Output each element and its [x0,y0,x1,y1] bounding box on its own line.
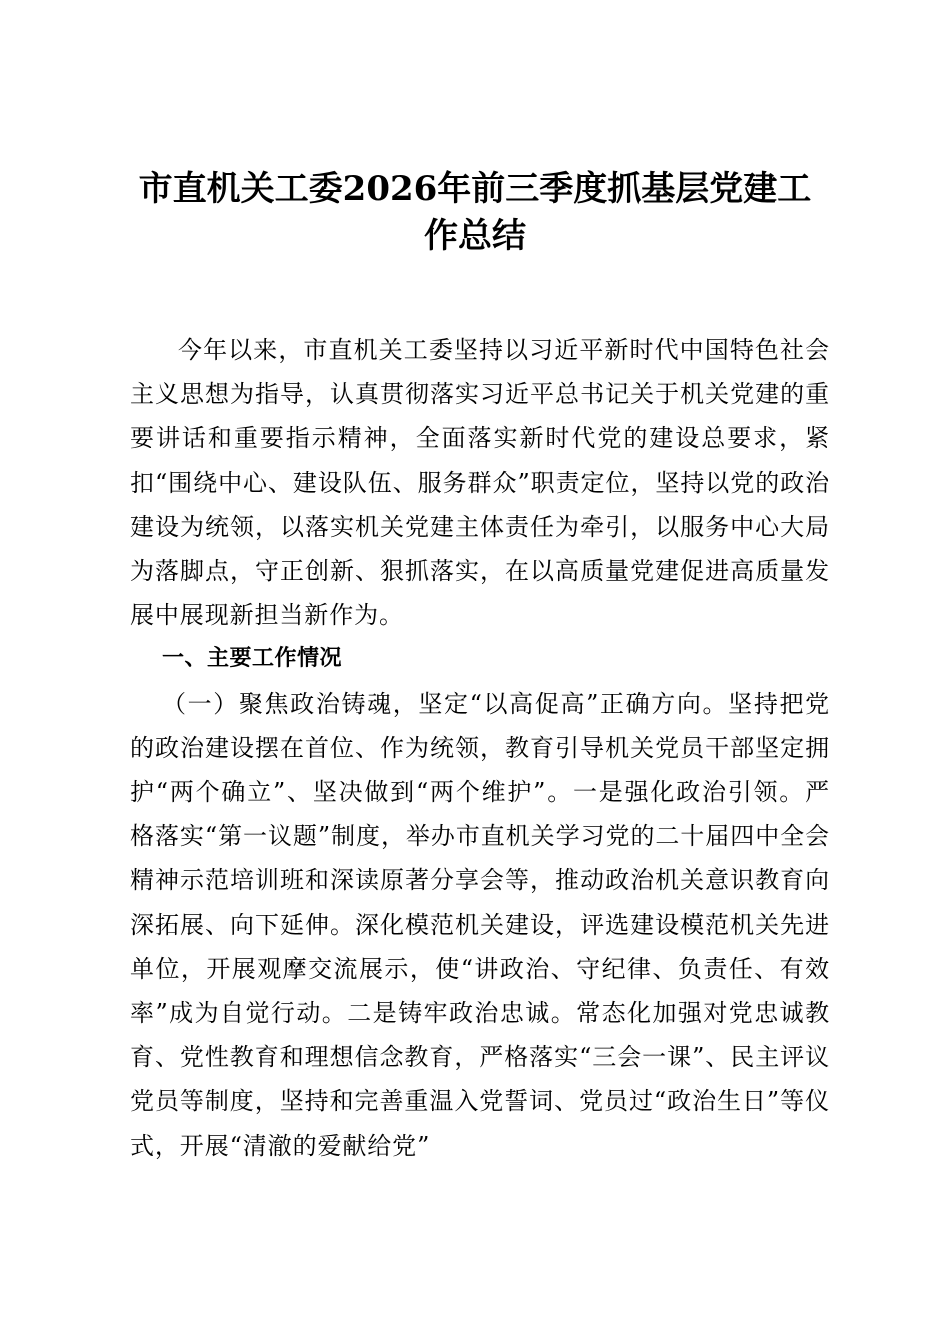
document-title: 市直机关工委2026年前三季度抓基层党建工作总结 [138,169,812,256]
subsection-paragraph: （一）聚焦政治铸魂，坚定“以高促高”正确方向。坚持把党的政治建设摆在首位、作为统领，教育引导机关党员干部坚定拥护“两个确立”、坚决做到“两个维护”。一是强化政治引领。严格落实“第一议题”制度，举办市直机关学习党的二十届四中全会精神示范培训班和深读原著分享会等，推动政治机关意识教育向深拓展、向下延伸。深化模范机关建设，评选建设模范机关先进单位，开展观摩交流展示，使“讲政治、守纪律、负责任、有效率”成为自觉行动。二是铸牢政治忠诚。常态化加强对党忠诚教育、党性教育和理想信念教育，严格落实“三会一课”、民主评议党员等制度，坚持和完善重温入党誓词、党员过“政治生日”等仪式，开展“清澈的爱献给党” [130,689,830,1160]
document-body [130,328,830,1168]
section-heading: 一、主要工作情况 [162,646,343,672]
intro-paragraph: 今年以来，市直机关工委坚持以习近平新时代中国特色社会主义思想为指导，认真贯彻落实习近平总书记关于机关党建的重要讲话和重要指示精神，全面落实新时代党的建设总要求，紧扣“围绕中心、建设队伍、服务群众”职责定位，坚持以党的政治建设为统领，以落实机关党建主体责任为牵引，以服务中心大局为落脚点，守正创新、狠抓落实，在以高质量党建促进高质量发展中展现新担当新作为。 [130,336,830,630]
